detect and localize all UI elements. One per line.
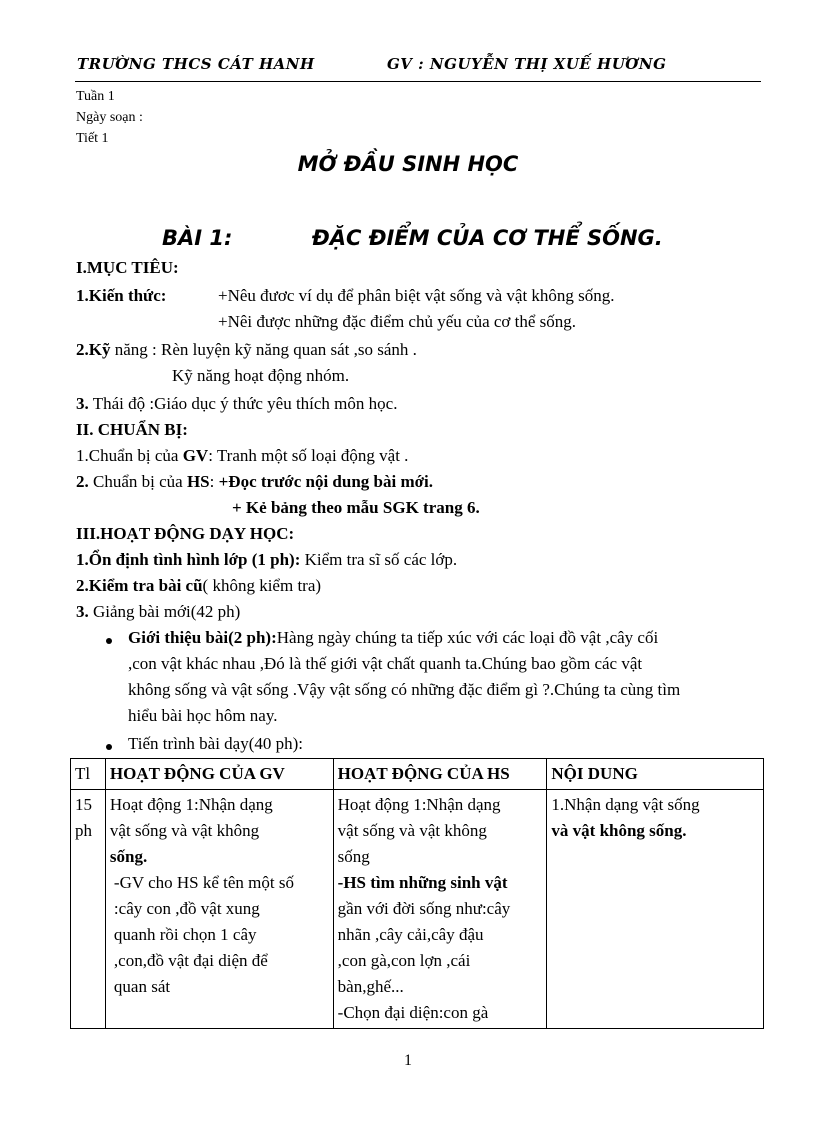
- table-header-row: [71, 759, 764, 790]
- section2-heading: II. CHUẨN BỊ:: [76, 420, 188, 439]
- knowledge-item-1: +Nêu đươc ví dụ để phân biệt vật sống và vật không sống.: [218, 286, 615, 305]
- hs-line: sống: [337, 847, 370, 866]
- intro-label: Giới thiệu bài(2 ph):: [128, 628, 277, 647]
- page-number: 1: [404, 1052, 412, 1069]
- intro-line-1: Hàng ngày chúng ta tiếp xúc với các loại đồ vật ,cây cối: [276, 628, 659, 647]
- intro-line-3: không sống và vật sống .Vậy vật sống có những đặc điểm gì ?.Chúng ta cùng tìm: [128, 680, 681, 699]
- review-label: 2.Kiểm tra bài cũ: [76, 576, 203, 595]
- skill-item-2: Kỹ năng hoạt động nhóm.: [172, 366, 350, 385]
- hs-line: -HS tìm những sinh vật: [337, 873, 508, 892]
- intro-line-2: ,con vật khác nhau ,Đó là thế giới vật chất quanh ta.Chúng bao gồm các vật: [128, 654, 643, 673]
- time-cell: [71, 790, 106, 1029]
- page-header: [75, 55, 761, 82]
- new-lesson-text: Giảng bài mới(42 ph): [88, 602, 241, 621]
- content-line: và vật không sống.: [551, 821, 687, 840]
- period-label: Tiết 1: [76, 131, 109, 146]
- date-label: Ngày soạn :: [76, 110, 143, 125]
- gv-line: :cây con ,đồ vật xung: [113, 899, 260, 918]
- content-cell: [547, 790, 764, 1029]
- lesson-plan-table: [70, 758, 764, 1029]
- hs-line: vật sống và vật không: [337, 821, 487, 840]
- column-header-hs: HOẠT ĐỘNG CỦA HS: [333, 759, 547, 790]
- column-header-time: Tl: [71, 759, 106, 790]
- gv-prep-label: GV: [182, 446, 209, 465]
- hs-prep-item-1: +Đọc trước nội dung bài mới.: [218, 472, 434, 491]
- document-title: MỞ ĐẦU SINH HỌC: [297, 152, 519, 176]
- hs-prep-prefix: Chuẩn bị của: [88, 472, 187, 491]
- hs-prep-item-2: + Kẻ bảng theo mẫu SGK trang 6.: [232, 498, 480, 517]
- skill-label: 2.Kỹ: [76, 340, 111, 359]
- process-label: Tiến trình bài dạy(40 ph):: [128, 734, 304, 753]
- time-line: 15: [75, 795, 92, 814]
- hs-line: ,con gà,con lợn ,cái: [337, 951, 471, 970]
- gv-activity-cell: [105, 790, 333, 1029]
- gv-line: quanh rồi chọn 1 cây: [113, 925, 257, 944]
- hs-line: -Chọn đại diện:con gà: [337, 1003, 489, 1022]
- gv-prep-text: : Tranh một số loại động vật .: [208, 446, 409, 465]
- section3-heading: III.HOẠT ĐỘNG DẠY HỌC:: [76, 524, 295, 543]
- gv-line: ,con,đồ vật đại diện để: [113, 951, 268, 970]
- column-header-content: NỘI DUNG: [547, 759, 764, 790]
- gv-line: quan sát: [113, 977, 171, 996]
- bullet-icon: [106, 744, 112, 750]
- attitude-label: 3.: [76, 394, 89, 413]
- review-text: ( không kiểm tra): [202, 576, 322, 595]
- gv-prep-prefix: 1.Chuẩn bị của: [76, 446, 183, 465]
- school-name: TRƯỜNG THCS CÁT HANH: [77, 55, 315, 73]
- table-row: [71, 790, 764, 1029]
- hs-prep-label: HS: [186, 472, 210, 491]
- week-label: Tuần 1: [76, 89, 115, 104]
- lesson-meta: [76, 86, 143, 149]
- hs-line: Hoạt động 1:Nhận dạng: [337, 795, 501, 814]
- hs-line: gần với đời sống như:cây: [337, 899, 511, 918]
- gv-line: Hoạt động 1:Nhận dạng: [109, 795, 273, 814]
- attitude-text: Thái độ :Giáo dục ý thức yêu thích môn học.: [88, 394, 398, 413]
- hs-line: bàn,ghế...: [337, 977, 404, 996]
- hs-prep-number: 2.: [76, 472, 89, 491]
- gv-line: -GV cho HS kể tên một số: [113, 873, 294, 892]
- class-check-text: Kiểm tra sĩ số các lớp.: [304, 550, 458, 569]
- bullet-icon: [106, 638, 112, 644]
- knowledge-item-2: +Nêi được những đặc điểm chủ yếu của cơ thể sống.: [218, 312, 577, 331]
- time-line: ph: [75, 821, 92, 840]
- intro-line-4: hiểu bài học hôm nay.: [128, 706, 278, 725]
- column-header-gv: HOẠT ĐỘNG CỦA GV: [105, 759, 333, 790]
- class-check-label: 1.Ổn định tình hình lớp (1 ph):: [76, 550, 305, 569]
- hs-line: nhãn ,cây cải,cây đậu: [337, 925, 484, 944]
- knowledge-label: 1.Kiến thức:: [76, 286, 167, 305]
- hs-activity-cell: [333, 790, 547, 1029]
- lesson-name: ĐẶC ĐIỂM CỦA CƠ THỂ SỐNG.: [312, 226, 663, 250]
- content-line: 1.Nhận dạng vật sống: [551, 795, 700, 814]
- new-lesson-number: 3.: [76, 602, 89, 621]
- gv-line: vật sống và vật không: [109, 821, 260, 840]
- gv-line: sống.: [109, 847, 148, 866]
- teacher-name: GV : NGUYỄN THỊ XUẾ HƯƠNG: [387, 55, 667, 73]
- section1-heading: I.MỤC TIÊU:: [76, 258, 179, 277]
- lesson-number: BÀI 1:: [162, 226, 233, 250]
- skill-item-1: năng : Rèn luyện kỹ năng quan sát ,so sánh .: [110, 340, 417, 359]
- hs-prep-sep: :: [209, 472, 219, 491]
